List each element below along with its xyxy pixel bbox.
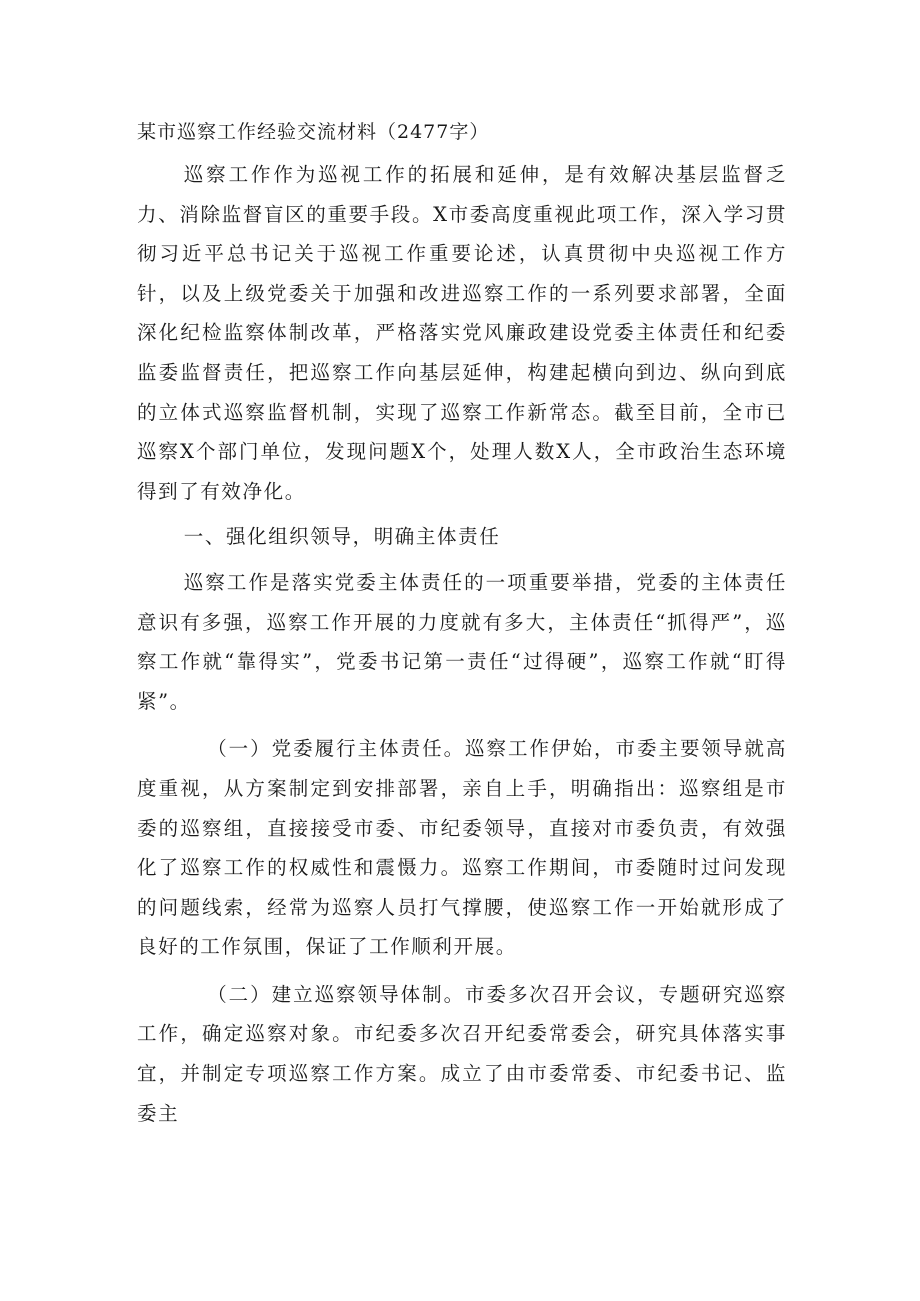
subsection-paragraph-2: （二）建立巡察领导体制。市委多次召开会议，专题研究巡察工作，确定巡察对象。市纪委多次召开纪委常委会，研究具体落实事宜，并制定专项巡察工作方案。成立了由市委常委、市纪委书记、监委主 — [137, 982, 787, 1125]
document-title: 某市巡察工作经验交流材料（2477字） — [137, 121, 490, 143]
section-paragraph: 巡察工作是落实党委主体责任的一项重要举措，党委的主体责任意识有多强，巡察工作开展的力度就有多大，主体责任“抓得严”，巡察工作就“靠得实”，党委书记第一责任“过得硬”，巡察工作就“盯得紧”。 — [137, 570, 787, 713]
section-heading: 一、强化组织领导，明确主体责任 — [183, 525, 501, 549]
document-body — [137, 112, 787, 1133]
subsection-paragraph-1: （一）党委履行主体责任。巡察工作伊始，市委主要领导就高度重视，从方案制定到安排部署，亲自上手，明确指出：巡察组是市委的巡察组，直接接受市委、市纪委领导，直接对市委负责，有效强化了巡察工作的权威性和震慑力。巡察工作期间，市委随时过问发现的问题线索，经常为巡察人员打气撑腰，使巡察工作一开始就形成了良好的工作氛围，保证了工作顺利开展。 — [137, 737, 787, 959]
intro-paragraph: 巡察工作作为巡视工作的拓展和延伸，是有效解决基层监督乏力、消除监督盲区的重要手段。X市委高度重视此项工作，深入学习贯彻习近平总书记关于巡视工作重要论述，认真贯彻中央巡视工作方针，以及上级党委关于加强和改进巡察工作的一系列要求部署，全面深化纪检监察体制改革，严格落实党风廉政建设党委主体责任和纪委监委监督责任，把巡察工作向基层延伸，构建起横向到边、纵向到底的立体式巡察监督机制，实现了巡察工作新常态。截至目前，全市已巡察X个部门单位，发现问题X个，处理人数X人，全市政治生态环境得到了有效净化。 — [137, 163, 787, 503]
